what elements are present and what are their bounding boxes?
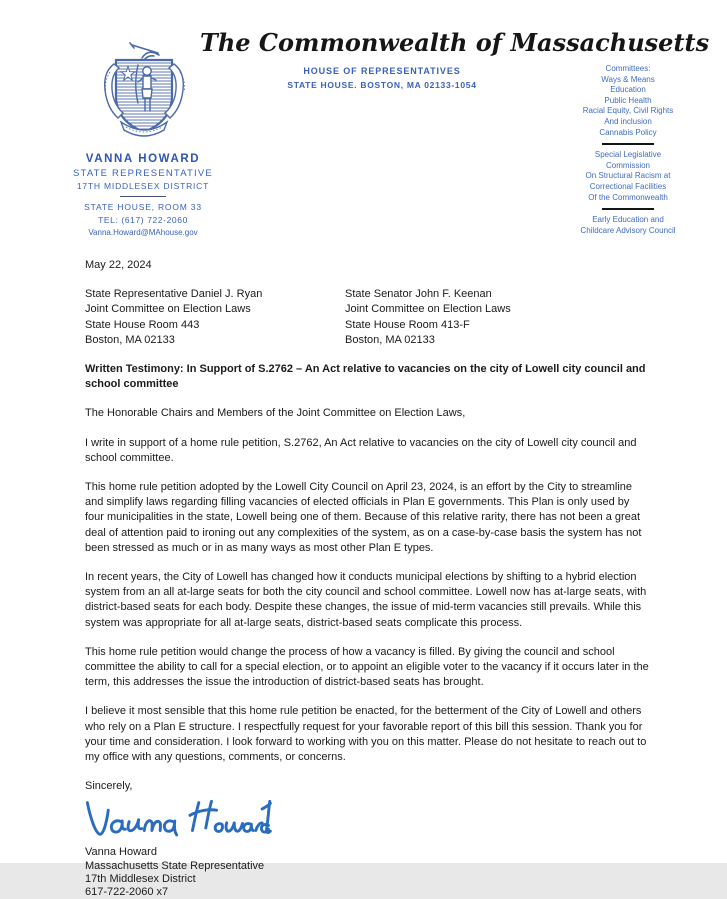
recipients <box>85 287 651 348</box>
recipient-line: Joint Committee on Election Laws <box>85 303 251 316</box>
committee-item: Of the Commonwealth <box>588 192 668 202</box>
letterhead-title: The Commonwealth of Massachusetts <box>200 28 710 57</box>
signoff-name: Vanna Howard <box>85 846 157 859</box>
letterhead-subtitle1: HOUSE OF REPRESENTATIVES <box>303 66 461 76</box>
committee-item: Special Legislative <box>594 150 662 160</box>
committee-item: Correctional Facilities <box>589 181 667 191</box>
letter-body <box>85 258 651 899</box>
massachusetts-state-seal-icon <box>94 38 196 148</box>
signoff-block <box>85 846 651 899</box>
committee-item: Racial Equity, Civil Rights <box>582 106 674 116</box>
representative-phone: TEL: (617) 722-2060 <box>98 215 188 225</box>
committee-item: Commission <box>605 160 650 170</box>
recipient-line: Joint Committee on Election Laws <box>345 303 511 316</box>
committee-item: On Structural Racism at <box>585 171 671 181</box>
representative-title: STATE REPRESENTATIVE <box>73 168 213 179</box>
signoff-phone: 617-722-2060 x7 <box>85 886 169 899</box>
committee-item: Education <box>610 85 646 95</box>
subject-line: Written Testimony: In Support of S.2762 – An Act relative to vacancies on the city of Lowell city council and school committee <box>85 363 646 391</box>
committees-divider <box>602 208 654 210</box>
recipient-line: State House Room 413-F <box>345 318 470 331</box>
representative-district: 17TH MIDDLESEX DISTRICT <box>76 181 210 191</box>
representative-email: Vanna.Howard@MAhouse.gov <box>88 228 198 237</box>
letterhead-subtitle2: STATE HOUSE. BOSTON, MA 02133-1054 <box>287 80 477 90</box>
paragraph: I believe it most sensible that this home rule petition be enacted, for the betterment of the City of Lowell and others who rely on a Plan E structure. I respectfully request for your favorable report of this bill this session. Thank you for your time and consideration. I look forward to working with you on this matter. Please do not hesitate to reach out to my office with any questions, comments, or concerns. <box>85 705 647 764</box>
committee-item: Childcare Advisory Council <box>580 225 676 235</box>
recipient-right <box>345 287 605 348</box>
representative-address: STATE HOUSE, ROOM 33 <box>84 202 202 212</box>
committee-item: Public Health <box>604 95 652 105</box>
paragraph: This home rule petition would change the process of how a vacancy is filled. By giving the council and school committee the ability to call for a special election, or to appoint an eligible voter to the vacancy if it occurs later in the term, this addresses the issue the introduction of district-based seats has brought. <box>85 645 649 689</box>
representative-name: VANNA HOWARD <box>85 153 201 165</box>
closing: Sincerely, <box>85 780 133 793</box>
recipient-line: State House Room 443 <box>85 318 200 331</box>
committee-item: Cannabis Policy <box>599 127 657 137</box>
recipient-line: Boston, MA 02133 <box>345 333 435 346</box>
representative-divider <box>120 196 166 197</box>
committee-item: Early Education and <box>592 215 664 225</box>
signoff-district: 17th Middlesex District <box>85 872 196 885</box>
paragraph: In recent years, the City of Lowell has changed how it conducts municipal elections by shifting to a hybrid election system from an all at-large seats for both the city council and school committee. Lowell now has at-large seats, with district-based seats for each body. Despite these changes, the issue of mid-term vacancies still prevails. While this system was appropriate for all at-large seats, district-based seats complicate this process. <box>85 571 647 629</box>
committee-item: Ways & Means <box>601 74 655 84</box>
committee-item: And inclusion <box>604 116 652 126</box>
recipient-line: State Senator John F. Keenan <box>345 288 492 301</box>
committees-heading: Committees: <box>605 64 651 73</box>
signoff-title: Massachusetts State Representative <box>85 859 265 872</box>
representative-block <box>32 153 254 237</box>
handwritten-signature <box>81 796 651 846</box>
committees-divider <box>602 143 654 145</box>
paragraph: I write in support of a home rule petition, S.2762, An Act relative to vacancies on the city of Lowell city council and school committee. <box>85 436 637 464</box>
committees-list <box>530 64 726 236</box>
salutation: The Honorable Chairs and Members of the Joint Committee on Election Laws, <box>85 407 466 420</box>
letter-date: May 22, 2024 <box>85 259 152 271</box>
recipient-line: State Representative Daniel J. Ryan <box>85 288 263 301</box>
recipient-left <box>85 287 345 348</box>
recipient-line: Boston, MA 02133 <box>85 333 175 346</box>
paragraph: This home rule petition adopted by the Lowell City Council on April 23, 2024, is an effort by the City to streamline and simplify laws regarding filling vacancies of elected officials in Plan E governments. This Plan is only used by four municipalities in the state, Lowell being one of them. Because of this relative rarity, there has not been a great deal of attention paid to ironing out any complexities of the system, as on a case-by-case basis the system has not been stressed as much or in as many ways as most other Plan E types. <box>85 481 642 554</box>
